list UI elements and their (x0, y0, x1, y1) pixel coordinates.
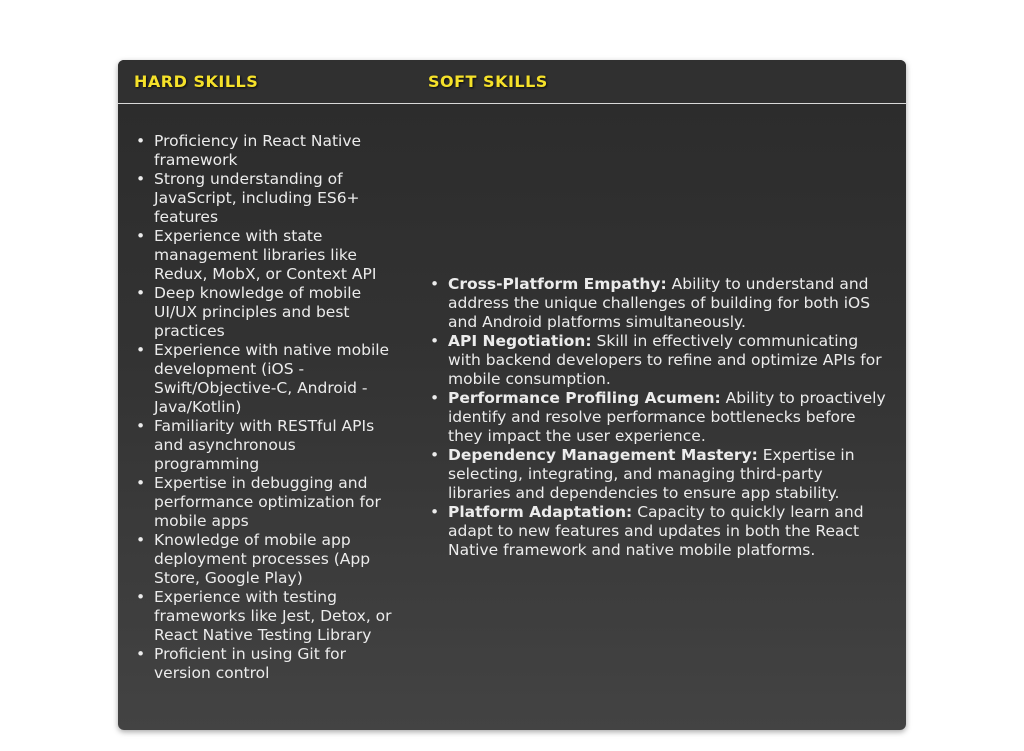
soft-skill-term: Cross-Platform Empathy: (448, 275, 667, 293)
soft-skill-term: API Negotiation: (448, 332, 592, 350)
hard-skill-item: • Familiarity with RESTful APIs and asynchronous programming (154, 417, 404, 474)
soft-skill-term: Platform Adaptation: (448, 503, 633, 521)
soft-skills-heading: SOFT SKILLS (428, 72, 548, 91)
soft-skill-description: Expertise in selecting, integrating, and managing third-party libraries and dependencies to ensure app stability. (448, 446, 855, 502)
skills-table-header (118, 60, 906, 104)
soft-skills-column (428, 275, 888, 560)
hard-skill-item: • Experience with testing frameworks like Jest, Detox, or React Native Testing Library (154, 588, 404, 645)
hard-skill-item: • Deep knowledge of mobile UI/UX principles and best practices (154, 284, 404, 341)
hard-skill-item: • Expertise in debugging and performance optimization for mobile apps (154, 474, 404, 531)
soft-skills-list (428, 275, 888, 560)
hard-skill-item: • Experience with state management libraries like Redux, MobX, or Context API (154, 227, 404, 284)
soft-skill-description: Skill in effectively communicating with backend developers to refine and optimize APIs for mobile consumption. (448, 332, 882, 388)
soft-skill-item (448, 446, 888, 503)
hard-skill-item: • Proficiency in React Native framework (154, 132, 404, 170)
soft-skill-term: Dependency Management Mastery: (448, 446, 758, 464)
hard-skill-item: • Proficient in using Git for version control (154, 645, 404, 683)
soft-skill-item (448, 389, 888, 446)
soft-skill-item (448, 503, 888, 560)
soft-skill-item (448, 332, 888, 389)
soft-skill-item (448, 275, 888, 332)
soft-skill-description: Ability to understand and address the unique challenges of building for both iOS and Android platforms simultaneously. (448, 275, 871, 331)
hard-skill-item: • Knowledge of mobile app deployment processes (App Store, Google Play) (154, 531, 404, 588)
skills-card (118, 60, 906, 730)
hard-skill-item: • Experience with native mobile development (iOS - Swift/Objective-C, Android - Java/Kotlin) (154, 341, 404, 417)
soft-skill-description: Capacity to quickly learn and adapt to new features and updates in both the React Native framework and native mobile platforms. (448, 503, 864, 559)
hard-skills-column (134, 132, 404, 683)
soft-skill-description: Ability to proactively identify and resolve performance bottlenecks before they impact the user experience. (448, 389, 886, 445)
hard-skills-list (134, 132, 404, 683)
hard-skills-heading: HARD SKILLS (134, 72, 259, 91)
hard-skill-item: • Strong understanding of JavaScript, including ES6+ features (154, 170, 404, 227)
soft-skill-term: Performance Profiling Acumen: (448, 389, 721, 407)
